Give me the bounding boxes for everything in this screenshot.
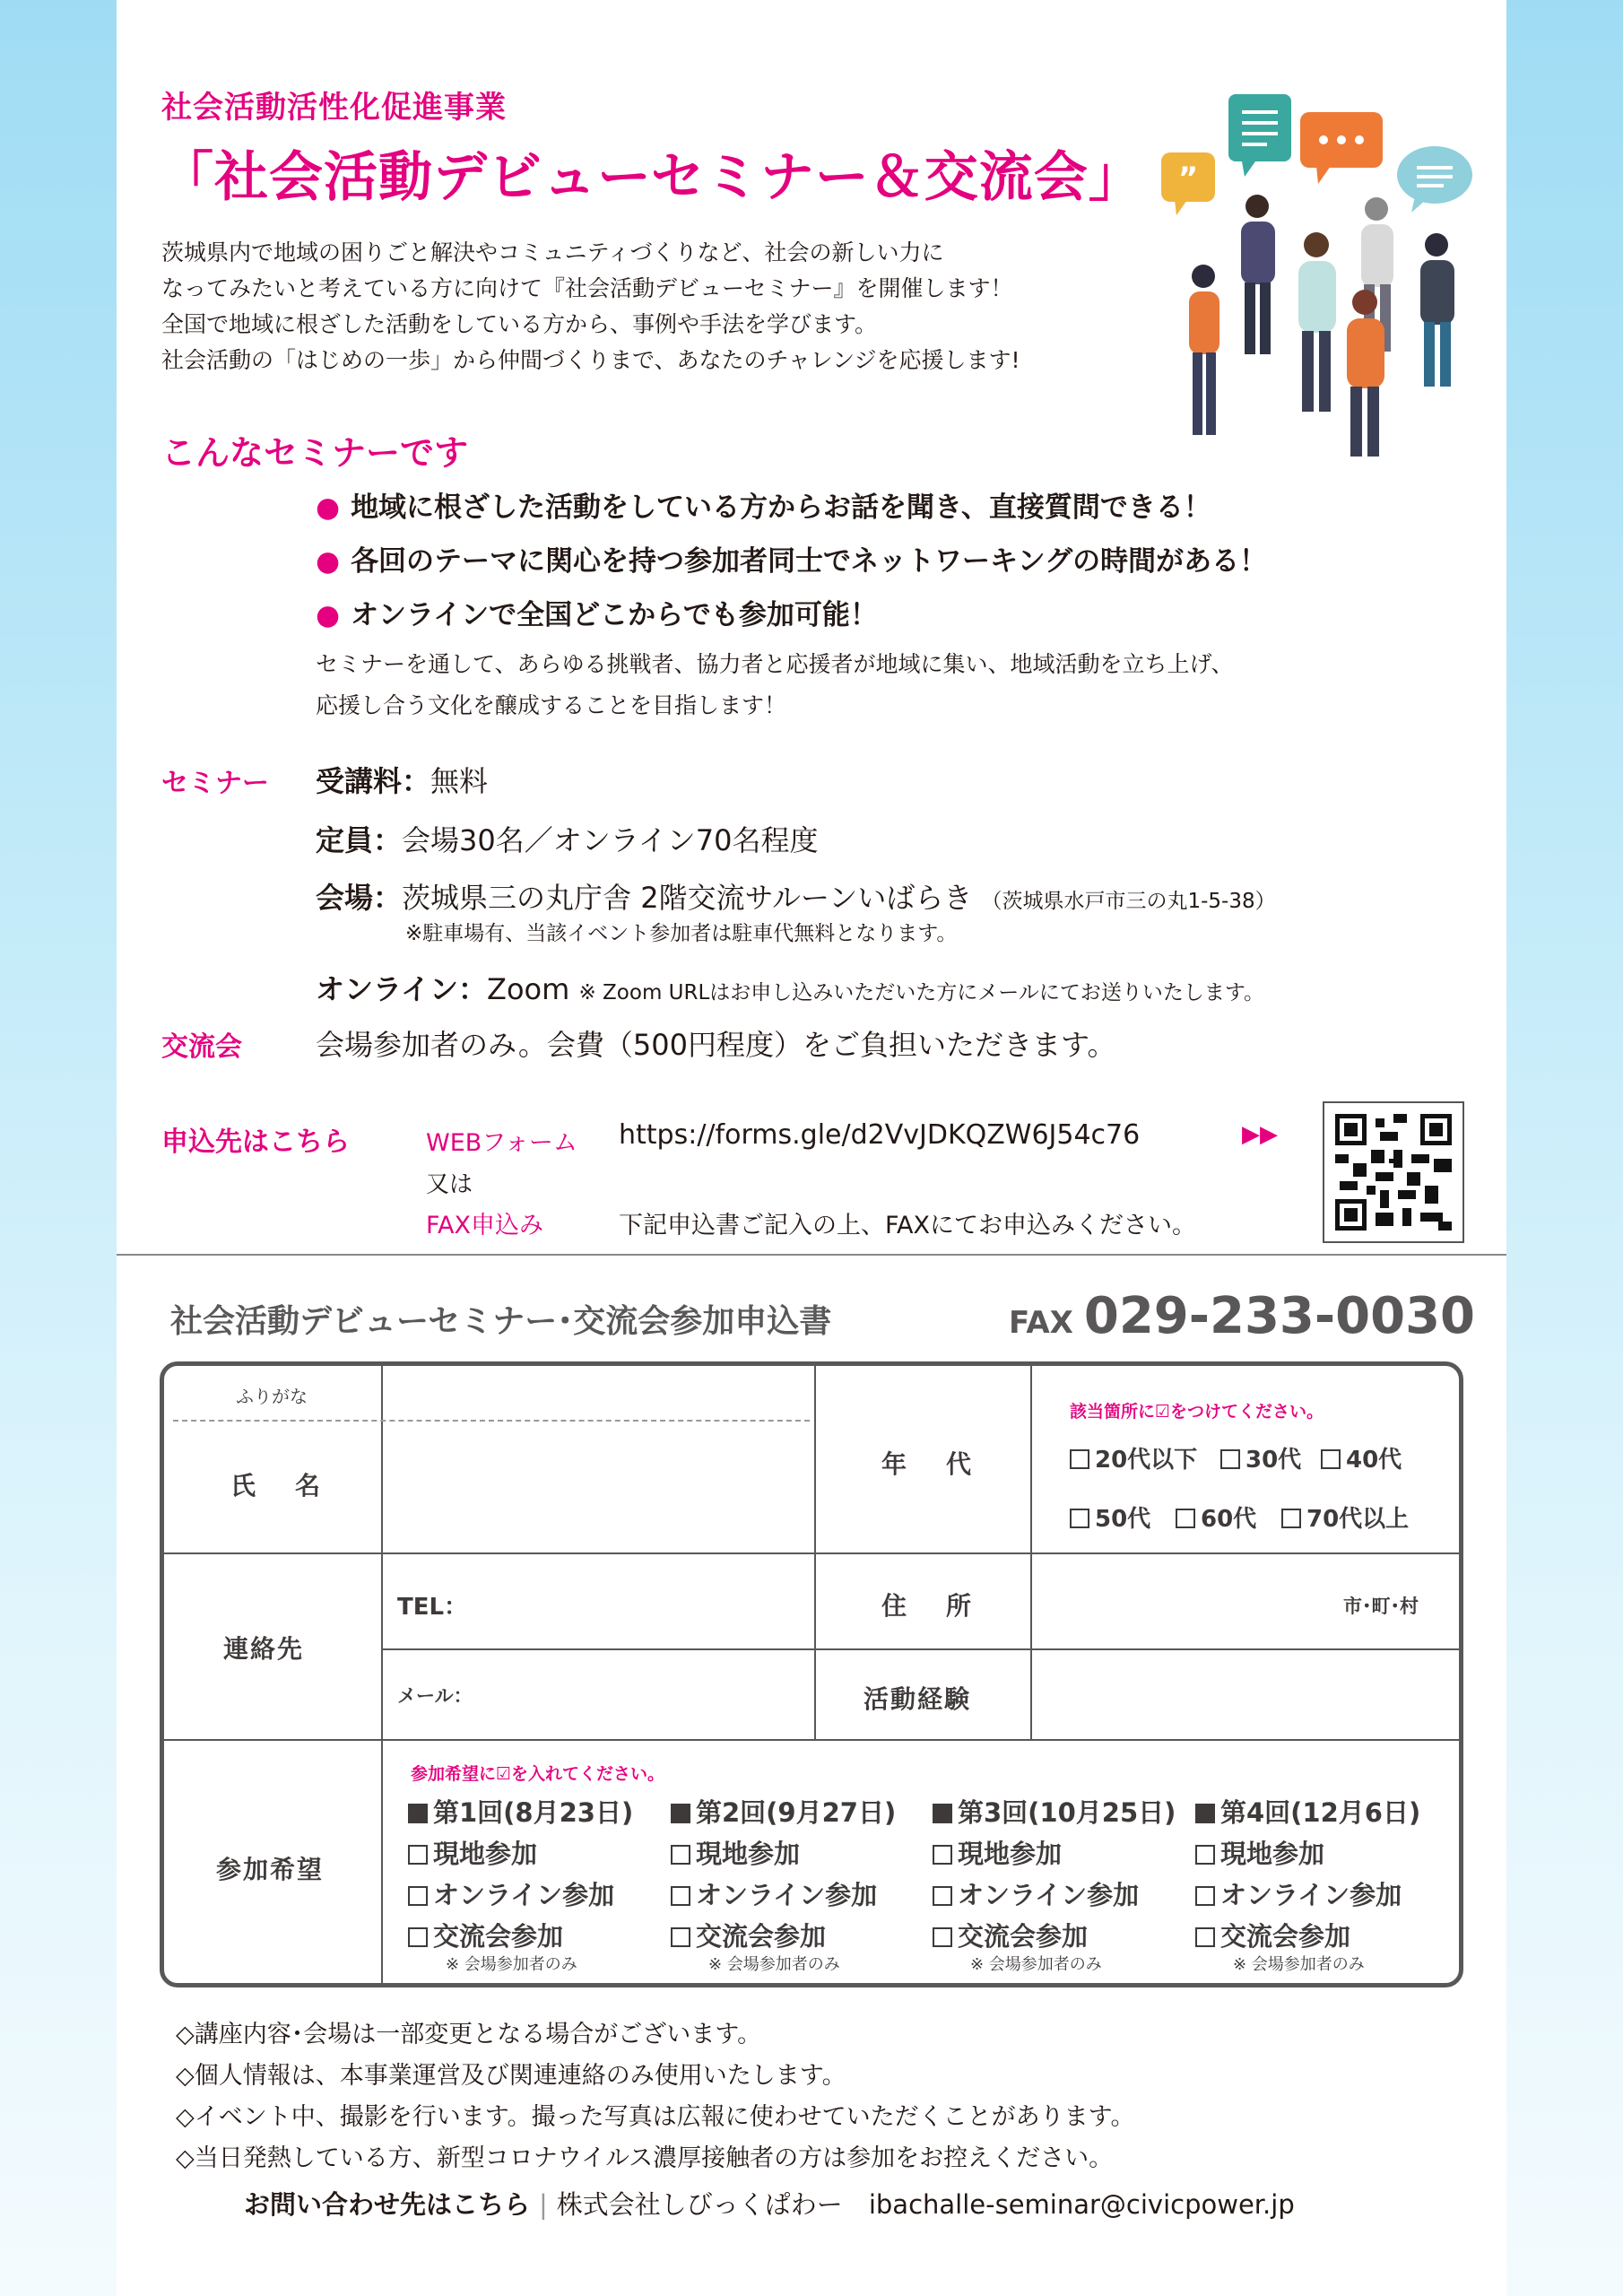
- qr-code-icon: [1335, 1114, 1452, 1231]
- option-label: 交流会参加: [696, 1921, 827, 1952]
- round-title-text: 第1回(8月23日): [433, 1797, 634, 1828]
- option-label: 現地参加: [696, 1839, 801, 1869]
- checkbox-icon: [408, 1886, 428, 1906]
- round-4-onsite-option[interactable]: [1195, 1833, 1455, 1874]
- age-option-label: 60代: [1201, 1506, 1257, 1533]
- experience-field[interactable]: [1036, 1653, 1457, 1735]
- checkbox-icon: [671, 1886, 690, 1906]
- round-title: [933, 1792, 1193, 1833]
- name-field[interactable]: [381, 1422, 814, 1552]
- web-form-label: WEBフォーム: [426, 1129, 577, 1157]
- mail-label: メール：: [397, 1685, 473, 1707]
- participation-label: 参加希望: [216, 1855, 325, 1884]
- age-option-label: 30代: [1245, 1447, 1302, 1474]
- about-heading: こんなセミナーです: [161, 433, 469, 473]
- checkbox-icon: [933, 1845, 952, 1865]
- online-note: ※ Zoom URLはお申し込みいただいた方にメールにてお送りいたします。: [578, 981, 1264, 1004]
- round-3-online-option[interactable]: [933, 1874, 1193, 1916]
- separator: |: [539, 2189, 548, 2220]
- address-label: 住 所: [881, 1591, 979, 1621]
- intro-line: 茨城県内で地域の困りごと解決やコミュニティづくりなど、社会の新しい力に: [161, 239, 944, 265]
- age-option-label: 50代: [1095, 1506, 1151, 1533]
- round-4-column: [1195, 1792, 1455, 1975]
- contact-footer: [244, 2185, 1295, 2222]
- list-item: [316, 481, 1267, 535]
- checkbox-icon: [1070, 1449, 1089, 1469]
- chat-bubble-icon: [1397, 146, 1472, 213]
- fax-number-value: 029-233-0030: [1083, 1287, 1475, 1345]
- option-label: オンライン参加: [1220, 1880, 1402, 1910]
- feature-list: [316, 481, 1267, 642]
- intro-line: 社会活動の「はじめの一歩」から仲間づくりまで、あなたのチャレンジを応援します!: [161, 347, 1020, 373]
- round-title-text: 第4回(12月6日): [1220, 1797, 1421, 1828]
- intro-line: 全国で地域に根ざした活動をしている方から、事例や手法を学びます。: [161, 311, 878, 337]
- age-option-30s[interactable]: [1220, 1441, 1301, 1474]
- capacity-key: 定員：: [316, 823, 403, 857]
- participation-instruction: 参加希望に☑を入れてください。: [411, 1764, 665, 1784]
- round-4-online-option[interactable]: [1195, 1874, 1455, 1916]
- people-illustration: [1157, 85, 1480, 462]
- checkbox-icon: [671, 1845, 690, 1865]
- table-line: [381, 1648, 1463, 1650]
- quote-bubble-icon: [1161, 152, 1215, 215]
- mail-field[interactable]: [469, 1653, 810, 1735]
- option-label: オンライン参加: [958, 1880, 1140, 1910]
- onsite-only-note: ※ 会場参加者のみ: [446, 1955, 577, 1974]
- round-title-text: 第2回(9月27日): [696, 1797, 897, 1828]
- tel-label: TEL：: [397, 1594, 468, 1621]
- age-instruction: 該当箇所に☑をつけてください。: [1070, 1402, 1324, 1422]
- checkbox-icon: [1281, 1509, 1301, 1528]
- furigana-field[interactable]: [381, 1366, 814, 1420]
- fax-label: FAX申込み: [426, 1212, 544, 1239]
- fee-info: [316, 759, 488, 800]
- online-info: [316, 967, 1264, 1008]
- form-title: 社会活動デビューセミナー･交流会参加申込書: [170, 1303, 832, 1340]
- checkbox-icon: [1321, 1449, 1341, 1469]
- contact-label: 連絡先: [223, 1634, 305, 1664]
- capacity-info: [316, 818, 819, 859]
- feature-text: オンラインで全国どこからでも参加可能！: [351, 599, 878, 631]
- option-label: 現地参加: [433, 1839, 538, 1869]
- fax-prefix: FAX: [1009, 1305, 1073, 1341]
- round-title: [1195, 1792, 1455, 1833]
- round-1-online-option[interactable]: [408, 1874, 668, 1916]
- tel-field[interactable]: [469, 1558, 810, 1644]
- venue-key: 会場：: [316, 881, 403, 915]
- intro-line: なってみたいと考えている方に向けて『社会活動デビューセミナー』を開催します！: [161, 275, 1013, 301]
- qr-code[interactable]: [1323, 1101, 1464, 1243]
- list-item: ◇当日発熱している方、新型コロナウイルス濃厚接触者の方は参加をお控えください。: [176, 2144, 1114, 2172]
- venue-info: [316, 875, 1276, 917]
- parking-note: ※駐車場有、当該イベント参加者は駐車代無料となります。: [405, 922, 958, 945]
- capacity-value: 会場30名／オンライン70名程度: [402, 823, 819, 857]
- fax-number: [1009, 1287, 1475, 1345]
- contact-heading: お問い合わせ先はこちら: [244, 2189, 531, 2220]
- arrow-right-icon: ▶▶: [1242, 1121, 1278, 1148]
- table-line: [164, 1739, 1463, 1741]
- age-option-60s[interactable]: [1176, 1500, 1256, 1534]
- bullet-dot-icon: ●: [316, 491, 341, 524]
- contact-email-link[interactable]: ibachalle-seminar@civicpower.jp: [868, 2189, 1295, 2220]
- company-name: 株式会社しびっくぱわー: [556, 2189, 843, 2220]
- filled-square-icon: [408, 1804, 428, 1823]
- option-label: 現地参加: [958, 1839, 1063, 1869]
- option-label: 現地参加: [1220, 1839, 1325, 1869]
- checkbox-icon: [1176, 1509, 1195, 1528]
- subtitle: 社会活動活性化促進事業: [161, 90, 507, 126]
- filled-square-icon: [933, 1804, 952, 1823]
- fee-value: 無料: [430, 764, 489, 798]
- filled-square-icon: [671, 1804, 690, 1823]
- age-option-70s[interactable]: [1281, 1500, 1409, 1534]
- about-description: [316, 644, 1234, 726]
- option-label: オンライン参加: [696, 1880, 878, 1910]
- round-3-column: [933, 1792, 1193, 1975]
- web-form-link[interactable]: https://forms.gle/d2VvJDKQZW6J54c76: [619, 1119, 1141, 1151]
- round-2-online-option[interactable]: [671, 1874, 931, 1916]
- filled-square-icon: [1195, 1804, 1215, 1823]
- option-label: 交流会参加: [958, 1921, 1089, 1952]
- age-option-40s[interactable]: [1321, 1441, 1402, 1474]
- round-3-onsite-option[interactable]: [933, 1833, 1193, 1874]
- age-option-label: 20代以下: [1095, 1447, 1198, 1474]
- list-item: [316, 535, 1267, 588]
- venue-value: 茨城県三の丸庁舎 2階交流サルーンいばらき: [402, 881, 973, 915]
- round-1-onsite-option[interactable]: [408, 1833, 668, 1874]
- apply-label: 申込先はこちら: [161, 1126, 350, 1158]
- person-figure-icon: [1241, 195, 1275, 354]
- page-title: 「社会活動デビューセミナー＆交流会」: [160, 146, 1143, 209]
- networking-label: 交流会: [161, 1031, 242, 1063]
- person-figure-icon: [1189, 265, 1219, 435]
- checkbox-icon: [933, 1927, 952, 1947]
- onsite-only-note: ※ 会場参加者のみ: [970, 1955, 1102, 1974]
- checkbox-icon: [1070, 1509, 1089, 1528]
- checkbox-icon: [1195, 1845, 1215, 1865]
- description-line: 応援し合う文化を醸成することを目指します！: [316, 692, 787, 718]
- person-figure-icon: [1298, 232, 1336, 412]
- description-line: セミナーを通して、あらゆる挑戦者、協力者と応援者が地域に集い、地域活動を立ち上げ、: [316, 651, 1234, 677]
- experience-label: 活動経験: [864, 1684, 972, 1714]
- section-divider: [117, 1254, 1506, 1256]
- round-title-text: 第3回(10月25日): [958, 1797, 1176, 1828]
- option-label: 交流会参加: [433, 1921, 564, 1952]
- option-label: オンライン参加: [433, 1880, 615, 1910]
- online-key: オンライン：: [316, 972, 488, 1006]
- round-1-column: [408, 1792, 668, 1975]
- list-item: ◇イベント中、撮影を行います。撮った写真は広報に使わせていただくことがあります。: [176, 2103, 1135, 2131]
- furigana-label: ふりがな: [236, 1386, 308, 1407]
- checkbox-icon: [1195, 1886, 1215, 1906]
- seminar-label: セミナー: [161, 768, 269, 799]
- round-title: [671, 1792, 931, 1833]
- round-2-column: [671, 1792, 931, 1975]
- age-option-50s[interactable]: [1070, 1500, 1150, 1534]
- networking-text: 会場参加者のみ。会費（500円程度）をご負担いただきます。: [316, 1028, 1116, 1062]
- or-text: 又は: [426, 1171, 473, 1198]
- checkbox-icon: [408, 1845, 428, 1865]
- intro-text: [161, 235, 1193, 378]
- age-option-label: 40代: [1346, 1447, 1402, 1474]
- bullet-dot-icon: ●: [316, 545, 341, 578]
- checkbox-icon: [1220, 1449, 1240, 1469]
- onsite-only-note: ※ 会場参加者のみ: [708, 1955, 840, 1974]
- person-figure-icon: [1420, 233, 1454, 387]
- address-suffix: 市･町･村: [1343, 1596, 1419, 1617]
- checkbox-icon: [671, 1927, 690, 1947]
- bullet-dot-icon: ●: [316, 599, 341, 631]
- age-option-20s[interactable]: [1070, 1441, 1197, 1474]
- checkbox-icon: [408, 1927, 428, 1947]
- fax-instructions: 下記申込書ご記入の上、FAXにてお申込みください。: [619, 1212, 1197, 1239]
- age-option-label: 70代以上: [1306, 1506, 1410, 1533]
- online-value: Zoom: [487, 972, 570, 1006]
- round-2-onsite-option[interactable]: [671, 1833, 931, 1874]
- list-item: ◇個人情報は、本事業運営及び関連連絡のみ使用いたします。: [176, 2062, 846, 2090]
- age-label: 年 代: [881, 1449, 979, 1479]
- notes-list: [176, 2014, 1134, 2179]
- svg-text:”: ”: [1177, 161, 1199, 196]
- list-item: [316, 588, 1267, 642]
- round-title: [408, 1792, 668, 1833]
- feature-text: 各回のテーマに関心を持つ参加者同士でネットワーキングの時間がある！: [351, 545, 1268, 578]
- onsite-only-note: ※ 会場参加者のみ: [1233, 1955, 1365, 1974]
- name-label: 氏 名: [230, 1471, 328, 1500]
- list-item: ◇講座内容･会場は一部変更となる場合がございます。: [176, 2021, 762, 2048]
- ellipsis-bubble-icon: [1300, 112, 1383, 184]
- checkbox-icon: [933, 1886, 952, 1906]
- feature-text: 地域に根ざした活動をしている方からお話を聞き、直接質問できる！: [351, 491, 1211, 524]
- option-label: 交流会参加: [1220, 1921, 1351, 1952]
- table-line: [164, 1552, 1463, 1554]
- fee-key: 受講料：: [316, 764, 431, 798]
- venue-address: （茨城県水戸市三の丸1-5-38）: [981, 890, 1276, 913]
- document-bubble-icon: [1228, 94, 1291, 177]
- person-figure-icon: [1347, 290, 1384, 457]
- checkbox-icon: [1195, 1927, 1215, 1947]
